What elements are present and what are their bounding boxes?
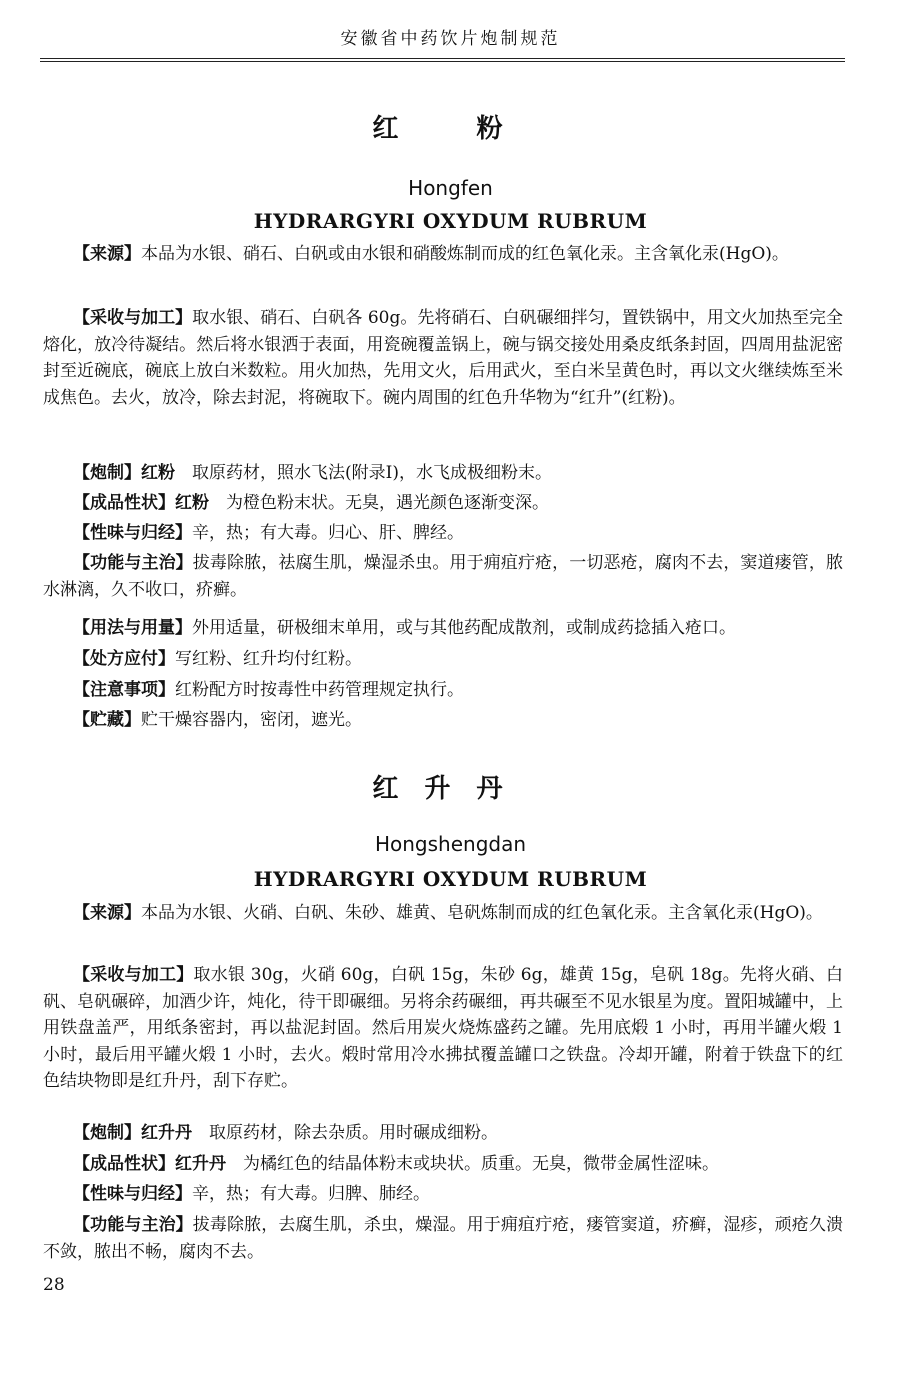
- section-text: 写红粉、红升均付红粉。: [175, 649, 362, 669]
- page-number: 28: [43, 1275, 65, 1295]
- section-label: 【处方应付】: [73, 649, 175, 669]
- section-text: 本品为水银、硝石、白矾或由水银和硝酸炼制而成的红色氧化汞。主含氧化汞(HgO)。: [141, 244, 789, 264]
- section-label: 【用法与用量】: [73, 618, 192, 638]
- entry-title: 红 粉: [372, 114, 529, 144]
- entry-pinyin: Hongshengdan: [374, 832, 527, 856]
- entry-latin-name: HYDRARGYRI OXYDUM RUBRUM: [253, 867, 648, 891]
- section-label: 【功能与主治】: [73, 553, 193, 573]
- header-rule: [40, 58, 845, 62]
- section-collection: [43, 305, 843, 411]
- section-text: 为橘红色的结晶体粉末或块状。质重。无臭，微带金属性涩味。: [226, 1154, 719, 1174]
- section-text: 为橙色粉末状。无臭，遇光颜色逐渐变深。: [209, 493, 549, 513]
- section-label: 【注意事项】: [73, 680, 175, 700]
- section-label: 【炮制】红粉: [73, 463, 175, 483]
- section-text: 外用适量，研极细末单用，或与其他药配成散剂，或制成药捻插入疮口。: [192, 618, 736, 638]
- section-label: 【炮制】红升丹: [73, 1123, 192, 1143]
- section-processing: [43, 460, 843, 487]
- section-processing: [43, 1120, 843, 1147]
- section-text: 贮干燥容器内，密闭，遮光。: [141, 710, 362, 730]
- section-nature: [43, 1181, 843, 1208]
- section-label: 【性味与归经】: [73, 1184, 192, 1204]
- section-label: 【来源】: [73, 903, 141, 923]
- section-label: 【贮藏】: [73, 710, 141, 730]
- section-text: 取原药材，照水飞法(附录Ⅰ)，水飞成极细粉末。: [175, 463, 552, 483]
- section-label: 【采收与加工】: [73, 965, 194, 985]
- section-text: 取水银、硝石、白矾各 60g。先将硝石、白矾碾细拌匀，置铁锅中，用文火加热至完全熔化，放冷待凝结。然后将水银洒于表面，用瓷碗覆盖锅上，碗与锅交接处用桑皮纸条封固，四周用盐泥密封至近碗底，碗底上放白米数粒。用火加热，先用文火，后用武火，至白米呈黄色时，再以文火继续炼至米成焦色。去火，放冷，除去封泥，将碗取下。碗内周围的红色升华物为“红升”(红粉)。: [43, 308, 843, 408]
- section-text: 拔毒除脓，祛腐生肌，燥湿杀虫。用于痈疽疔疮，一切恶疮，腐肉不去，窦道瘘管，脓水淋漓，久不收口，疥癣。: [43, 553, 843, 600]
- section-text: 辛，热；有大毒。归心、肝、脾经。: [192, 523, 464, 543]
- section-text: 取水银 30g，火硝 60g，白矾 15g，朱砂 6g，雄黄 15g，皂矾 18g。先将火硝、白矾、皂矾碾碎，加酒少许，炖化，待干即碾细。另将余药碾细，再共碾至不见水银星为度。置阳城罐中，上用铁盘盖严，用纸条密封，再以盐泥封固。然后用炭火烧炼盛药之罐。先用底煅 1 小时，再用半罐火煅 1 小时，最后用平罐火煅 1 小时，去火。煅时常用冷水拂拭覆盖罐口之铁盘。冷却开罐，附着于铁盘下的红色结块物即是红升丹，刮下存贮。: [43, 965, 843, 1091]
- section-nature: [43, 520, 843, 547]
- section-appearance: [43, 1151, 843, 1178]
- section-source: [43, 900, 843, 927]
- section-usage: [43, 615, 843, 642]
- section-function: [43, 1212, 843, 1265]
- section-label: 【功能与主治】: [73, 1215, 193, 1235]
- entry-latin-name: HYDRARGYRI OXYDUM RUBRUM: [253, 209, 648, 233]
- section-label: 【性味与归经】: [73, 523, 192, 543]
- section-prescription: [43, 646, 843, 673]
- section-label: 【成品性状】红升丹: [73, 1154, 226, 1174]
- section-text: 红粉配方时按毒性中药管理规定执行。: [175, 680, 464, 700]
- section-storage: [43, 707, 843, 734]
- section-text: 取原药材，除去杂质。用时碾成细粉。: [192, 1123, 498, 1143]
- section-collection: [43, 962, 843, 1095]
- section-text: 本品为水银、火硝、白矾、朱砂、雄黄、皂矾炼制而成的红色氧化汞。主含氧化汞(HgO)。: [141, 903, 823, 923]
- section-label: 【采收与加工】: [73, 308, 193, 328]
- section-caution: [43, 677, 843, 704]
- section-text: 辛，热；有大毒。归脾、肺经。: [192, 1184, 430, 1204]
- section-function: [43, 550, 843, 603]
- section-text: 拔毒除脓，去腐生肌，杀虫，燥湿。用于痈疽疔疮，瘘管窦道，疥癣，湿疹，顽疮久溃不敛，脓出不畅，腐肉不去。: [43, 1215, 843, 1262]
- running-header: 安徽省中药饮片炮制规范: [340, 29, 561, 49]
- entry-title: 红升丹: [372, 774, 529, 804]
- section-source: [43, 241, 843, 268]
- section-label: 【成品性状】红粉: [73, 493, 209, 513]
- section-label: 【来源】: [73, 244, 141, 264]
- section-appearance: [43, 490, 843, 517]
- entry-pinyin: Hongfen: [408, 176, 493, 200]
